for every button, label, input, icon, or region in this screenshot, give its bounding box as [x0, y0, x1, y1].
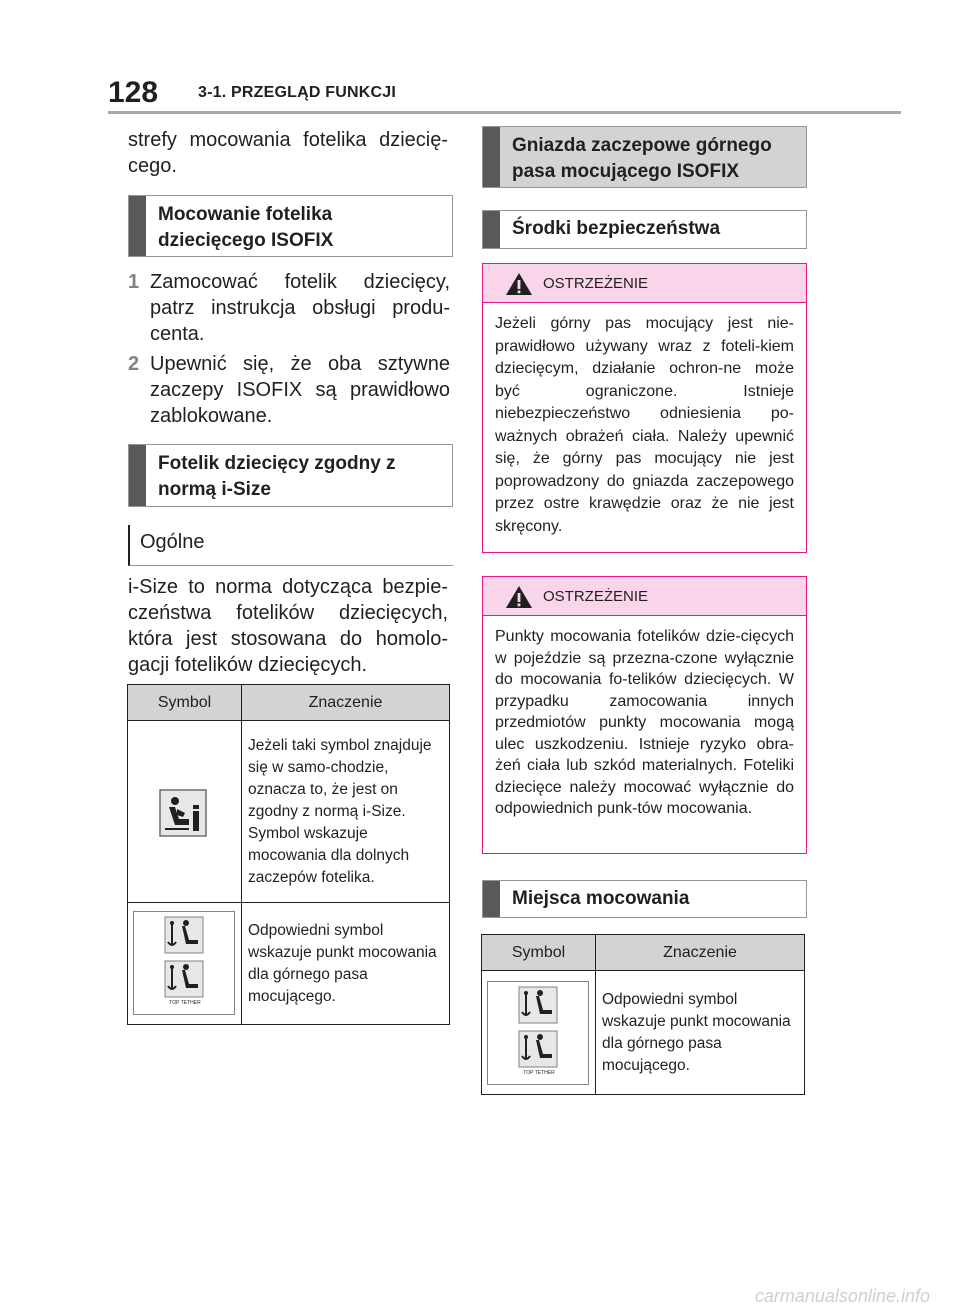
step-1-text: Zamocować fotelik dziecięcy, patrz instrukcja obsługi produ-centa. — [150, 271, 450, 345]
top-tether-anchor-icon — [164, 960, 204, 998]
heading-mounting-locations — [482, 880, 807, 918]
top-tether-icon-box — [133, 911, 235, 1015]
warning-text: Punkty mocowania fotelików dzie-cięcych w pojeździe są przezna-czone wyłącznie do mocowania fo-telików dziecięcych. W przypadku zamocowania innych przedmiotów punkty mocowania mogą ulec uszkodzeniu. Istnieje ryzyko obra-żeń ciała lub szkód materialnych. Foteliki dziecięce należy mocować wyłącznie do odpowiednich punk-tów mocowania. — [495, 628, 794, 817]
heading-isize-text: Fotelik dziecięcy zgodny z normą i-Size — [158, 453, 396, 500]
heading-bar — [129, 445, 146, 506]
isize-child-seat-icon — [159, 789, 207, 837]
heading-bar — [483, 881, 500, 917]
top-tether-anchor-icon — [518, 986, 558, 1024]
top-tether-anchor-icon — [164, 916, 204, 954]
heading-isofix-mounting — [128, 195, 453, 257]
heading-top-tether-sockets-text: Gniazda zaczepowe górnego pasa mocującego ISOFIX — [512, 135, 772, 182]
column-header-symbol: Symbol — [482, 935, 596, 971]
symbol-cell — [128, 903, 242, 1025]
heading-bar — [483, 211, 500, 248]
warning-triangle-icon — [505, 272, 533, 296]
column-header-meaning: Znaczenie — [242, 685, 450, 721]
step-2 — [128, 351, 450, 429]
top-tether-icon-box — [487, 981, 589, 1085]
warning-text: Jeżeli górny pas mocujący jest nie-prawidłowo używany wraz z foteli-kiem dziecięcym, działanie ochron-ne może być ograniczone. Istnieje niebezpieczeństwo odniesienia po-ważnych obrażeń ciała. Należy upewnić się, że górny pas mocujący nie jest poprowadzony do gniazda zaczepowego przez ostre krawędzie oraz że nie jest skręcony. — [495, 315, 794, 535]
top-tether-caption: TOP TETHER — [523, 1070, 555, 1076]
heading-bar — [129, 196, 146, 256]
page-number: 128 — [108, 76, 159, 109]
heading-safety-measures — [482, 210, 807, 249]
column-header-meaning: Znaczenie — [596, 935, 805, 971]
heading-mounting-locations-text: Miejsca mocowania — [512, 888, 690, 909]
warning-label: OSTRZEŻENIE — [543, 588, 649, 605]
step-2-text: Upewnić się, że oba sztywne zaczepy ISOFIX są prawidłowo zablokowane. — [150, 353, 450, 427]
heading-isize — [128, 444, 453, 507]
column-header-symbol: Symbol — [128, 685, 242, 721]
warning-box-1 — [482, 263, 807, 553]
top-tether-anchor-icon — [518, 1030, 558, 1068]
warning-box-2 — [482, 576, 807, 854]
step-2-number: 2 — [128, 353, 140, 375]
warning-label: OSTRZEŻENIE — [543, 275, 649, 292]
watermark: carmanualsonline.info — [754, 1286, 930, 1306]
step-1 — [128, 269, 450, 347]
heading-top-tether-sockets — [482, 126, 807, 188]
top-tether-caption: TOP TETHER — [169, 1000, 201, 1006]
warning-header — [483, 577, 806, 616]
mounting-symbol-table — [481, 934, 805, 1095]
chapter-title: 3-1. PRZEGLĄD FUNKCJI — [198, 84, 396, 101]
symbol-cell — [128, 721, 242, 903]
warning-header — [483, 264, 806, 303]
heading-isofix-mounting-text: Mocowanie fotelika dziecięcego ISOFIX — [158, 204, 334, 251]
subheading-general — [128, 525, 453, 566]
warning-triangle-icon — [505, 585, 533, 609]
intro-text: strefy mocowania fotelika dziecię-cego. — [128, 129, 448, 177]
header-rule — [108, 111, 901, 114]
subheading-general-text: Ogólne — [140, 531, 205, 553]
isize-paragraph: i-Size to norma dotycząca bezpie-czeństwa fotelików dziecięcych, która jest stosowana do homolo-gacji fotelików dziecięcych. — [128, 576, 448, 676]
isize-symbol-table — [127, 684, 450, 1025]
heading-bar — [483, 127, 500, 187]
meaning-cell: Odpowiedni symbol wskazuje punkt mocowania dla górnego pasa mocującego. — [242, 903, 450, 1025]
heading-safety-measures-text: Środki bezpieczeństwa — [512, 218, 721, 239]
meaning-cell: Jeżeli taki symbol znajduje się w samo-chodzie, oznacza to, że jest on zgodny z normą i-Size. Symbol wskazuje mocowania dla dolnych zaczepów fotelika. — [242, 721, 450, 903]
meaning-cell: Odpowiedni symbol wskazuje punkt mocowania dla górnego pasa mocującego. — [596, 971, 805, 1095]
symbol-cell — [482, 971, 596, 1095]
step-1-number: 1 — [128, 271, 140, 293]
